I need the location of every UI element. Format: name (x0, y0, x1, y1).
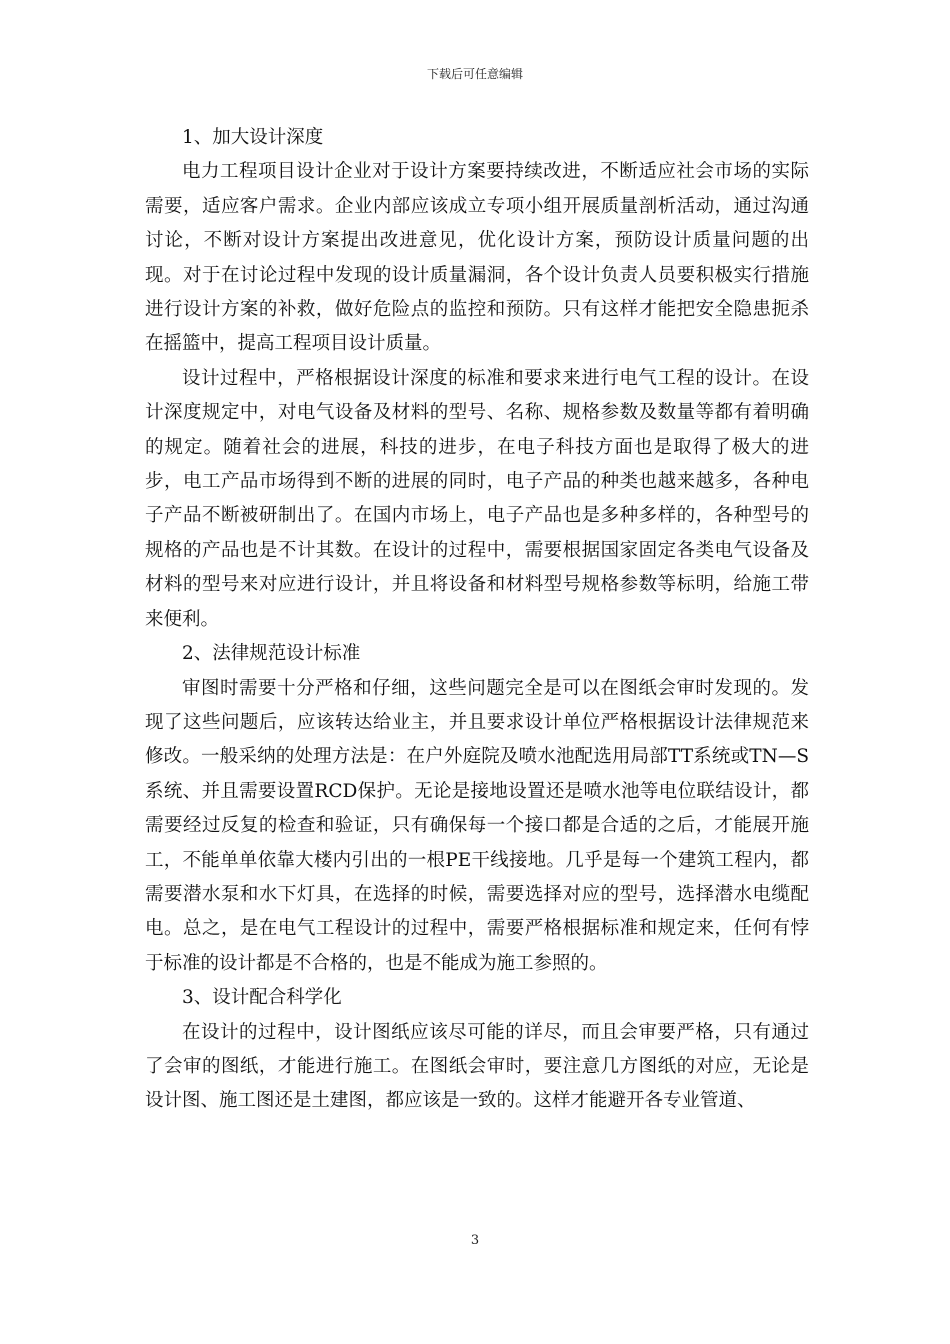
section-heading-1: 1、加大设计深度 (182, 127, 324, 148)
paragraph-2: 设计过程中，严格根据设计深度的标准和要求来进行电气工程的设计。在设计深度规定中，对电气设备及材料的型号、名称、规格参数及数量等都有着明确的规定。随着社会的进展，科技的进步，在电子科技方面也是取得了极大的进步，电工产品市场得到不断的进展的同时，电子产品的种类也越来越多，各种电子产品不断被研制出了。在国内市场上，电子产品也是多种多样的，各种型号的规格的产品也是不计其数。在设计的过程中，需要根据国家固定各类电气设备及材料的型号来对应进行设计，并且将设备和材料型号规格参数等标明，给施工带来便利。 (145, 367, 809, 630)
page-number: 3 (470, 1233, 480, 1248)
document-body (145, 121, 809, 1119)
paragraph-4: 在设计的过程中，设计图纸应该尽可能的详尽，而且会审要严格，只有通过了会审的图纸，才能进行施工。在图纸会审时，要注意几方图纸的对应，无论是设计图、施工图还是土建图，都应该是一致的。这样才能避开各专业管道、 (145, 1021, 809, 1112)
section-heading-3: 3、设计配合科学化 (182, 987, 342, 1009)
paragraph-3: 审图时需要十分严格和仔细，这些问题完全是可以在图纸会审时发现的。发现了这些问题后，应该转达给业主，并且要求设计单位严格根据设计法律规范来修改。一般采纳的处理方法是：在户外庭院及喷水池配选用局部TT系统或TN—S系统、并且需要设置RCD保护。无论是接地设置还是喷水池等电位联结设计，都需要经过反复的检查和验证，只有确保每一个接口都是合适的之后，才能展开施工，不能单单依靠大楼内引出的一根PE干线接地。几乎是每一个建筑工程内，都需要潜水泵和水下灯具，在选择的时候，需要选择对应的型号，选择潜水电缆配电。总之，是在电气工程设计的过程中，需要严格根据标准和规定来，任何有悖于标准的设计都是不合格的，也是不能成为施工参照的。 (145, 677, 809, 974)
page-header: 下载后可任意编辑 (426, 67, 523, 81)
section-heading-2: 2、法律规范设计标准 (182, 643, 361, 665)
paragraph-1: 电力工程项目设计企业对于设计方案要持续改进，不断适应社会市场的实际需要，适应客户需求。企业内部应该成立专项小组开展质量剖析活动，通过沟通讨论，不断对设计方案提出改进意见，优化设计方案，预防设计质量问题的出现。对于在讨论过程中发现的设计质量漏洞，各个设计负责人员要积极实行措施进行设计方案的补救，做好危险点的监控和预防。只有这样才能把安全隐患扼杀在摇篮中，提高工程项目设计质量。 (145, 161, 809, 355)
